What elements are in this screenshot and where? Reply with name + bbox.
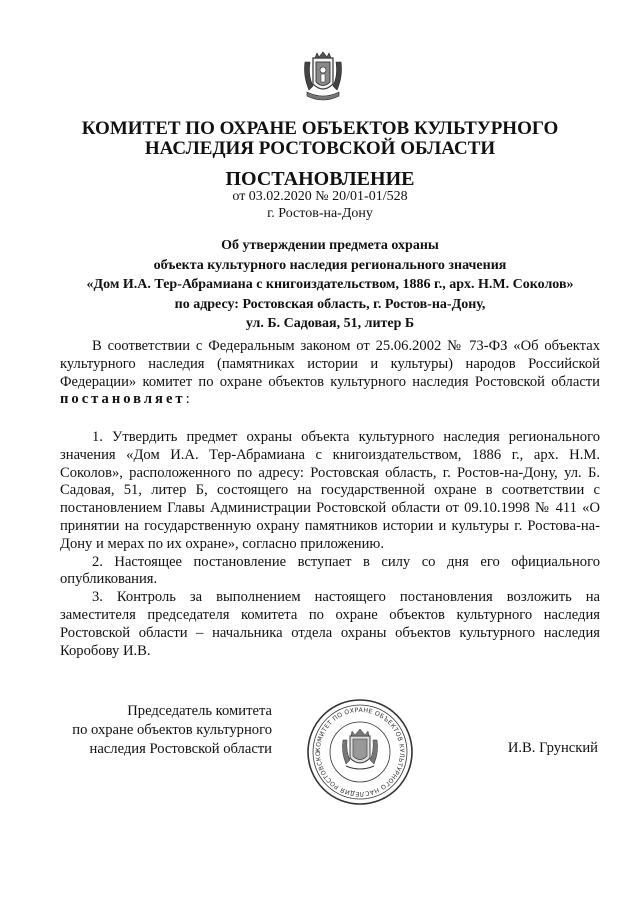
resolution-item-2: 2. Настоящее постановление вступает в силу со дня его официального опубликования. (60, 553, 600, 588)
subject-line: ул. Б. Садовая, 51, литер Б (245, 316, 415, 331)
committee-name-line1: КОМИТЕТ ПО ОХРАНЕ ОБЪЕКТОВ КУЛЬТУРНОГО (81, 118, 559, 139)
resolves-word: постановляет (60, 391, 186, 408)
resolution-items (60, 429, 600, 660)
signatory-title-line: Председатель комитета (127, 703, 272, 719)
subject-line: объекта культурного наследия регионального значения (153, 257, 507, 273)
preamble-paragraph (60, 338, 600, 409)
document-type: ПОСТАНОВЛЕНИЕ (225, 168, 415, 190)
resolution-item-1: 1. Утвердить предмет охраны объекта культурного наследия регионального значения «Дом И.А. Тер-Абрамиана с книгоиздательством, 1886 г., арх. Н.М. Соколов», расположенного по адресу: Ростовская область, г. Ростов-на-Дону, ул. Б. Садовая, 51, литер Б, состоящего на государственной охране в соответствии с постановлением Главы Администрации Ростовской области от 09.10.1998 № 411 «О принятии на государственную охрану памятников истории и культуры г. Ростова-на-Дону и мерах по их охране», согласно приложению. (60, 429, 600, 552)
signatory-name: И.В. Грунский (507, 740, 598, 756)
subject-line: «Дом И.А. Тер-Абрамиана с книгоиздательством, 1886 г., арх. Н.М. Соколов» (86, 277, 574, 292)
preamble-colon: : (185, 391, 190, 408)
subject-line: Об утверждении предмета охраны (221, 238, 439, 253)
resolution-item-3: 3. Контроль за выполнением настоящего постановления возложить на заместителя председателя комитета по охране объектов культурного наследия Ростовской области – начальника отдела охраны объектов культурного наследия Коробову И.В. (60, 589, 600, 659)
document-subject (60, 236, 600, 334)
signatory-title (60, 702, 272, 759)
signatory-title-line: по охране объектов культурного (72, 722, 272, 738)
seal-text: КОМИТЕТ ПО ОХРАНЕ ОБЪЕКТОВ КУЛЬТУРНОГО НАСЛЕДИЯ РОСТОВСКО (314, 706, 406, 798)
rostov-coat-of-arms-icon (301, 50, 345, 106)
official-seal-icon (306, 698, 414, 806)
committee-name-line2: НАСЛЕДИЯ РОСТОВСКОЙ ОБЛАСТИ (144, 138, 496, 159)
preamble-text: В соответствии с Федеральным законом от 25.06.2002 № 73-ФЗ «Об объектах культурного наследия (памятниках истории и культуры) народов Российской Федерации» комитет по охране объектов культурного наследия Ростовской области (60, 338, 600, 390)
subject-line: по адресу: Ростовская область, г. Ростов-на-Дону, (174, 296, 486, 312)
document-city: г. Ростов-на-Дону (267, 206, 373, 221)
document-date-number: от 03.02.2020 № 20/01-01/528 (232, 189, 408, 204)
signatory-title-line: наследия Ростовской области (89, 741, 272, 757)
